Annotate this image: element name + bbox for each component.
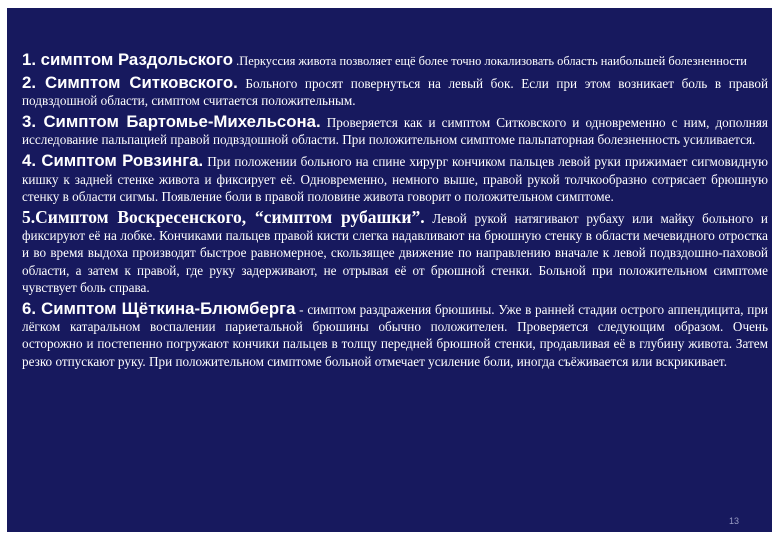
- symptom-1-separator: .: [233, 54, 240, 68]
- symptom-1-heading: 1. симптом Раздольского: [22, 50, 234, 69]
- symptom-6-separator: -: [295, 301, 308, 317]
- symptom-6: [22, 300, 768, 370]
- symptom-1-text: Перкуссия живота позволяет ещё более точно локализовать область наибольшей болезненности: [239, 54, 747, 68]
- symptom-1: [22, 52, 768, 70]
- symptom-4-heading: 4. Симптом Ровзинга.: [22, 151, 204, 171]
- symptom-3-heading: 3. Симптом Бартомье-Михельсона.: [22, 111, 321, 131]
- symptom-5: [22, 206, 768, 296]
- symptom-6-text: симптом раздражения брюшины. Уже в ранней стадии острого аппендицита, при лёгком катаральном воспалении париетальной брюшины обычно положителен. Проверяется следующим образом. Очень осторожно и постепенно погружают кончики пальцев в толщу передней брюшной стенки, продавливая её в глубину живота. Затем резко отпускают руку. При положительном симптоме больной отмечает усиление боли, иногда съёживается или вскрикивает.: [22, 301, 768, 369]
- symptom-2: [22, 74, 768, 109]
- symptom-2-heading: 2. Симптом Ситковского.: [22, 72, 238, 92]
- symptom-3-text: Проверяется как и симптом Ситковского и одновременно с ним, дополняя исследование пальпацией правой подвздошной области. При положительном симптоме пальпаторная болезненность усиливается.: [22, 114, 768, 148]
- symptom-6-heading: 6. Симптом Щёткина-Блюмберга: [22, 298, 296, 318]
- symptom-3: [22, 113, 768, 148]
- symptom-4: [22, 152, 768, 205]
- slide-number: 13: [728, 516, 739, 526]
- symptom-5-heading: 5.Симптом Воскресенского, “симптом рубашки”.: [22, 206, 425, 227]
- symptom-list: [22, 52, 768, 374]
- symptom-4-text: При положении больного на спине хирург кончиком пальцев левой руки прижимает сигмовидную кишку к задней стенке живота и фиксирует её. Одновременно, немного выше, правой рукой толчкообразно сотрясает брюшную стенку в области сигмы. Появление боли в правой половине живота говорит о положительном симптоме.: [22, 154, 768, 204]
- symptom-2-text: Больного просят повернуться на левый бок. Если при этом возникает боль в правой подвздошной области, симптом считается положительным.: [22, 75, 769, 108]
- slide-panel: [7, 8, 772, 532]
- symptom-5-text: Левой рукой натягивают рубаху или майку больного и фиксируют её на лобке. Кончиками пальцев правой кисти слегка надавливают на брюшную стенку в области мечевидного отростка и во время выдоха производят быстрое равномерное, скользящее движение по направлению вначале к левой подвздошно-паховой области, а затем к правой, где руку задерживают, не отрывая её от брюшной стенки. Больной при положительном симптоме чувствует боль справа.: [22, 210, 768, 295]
